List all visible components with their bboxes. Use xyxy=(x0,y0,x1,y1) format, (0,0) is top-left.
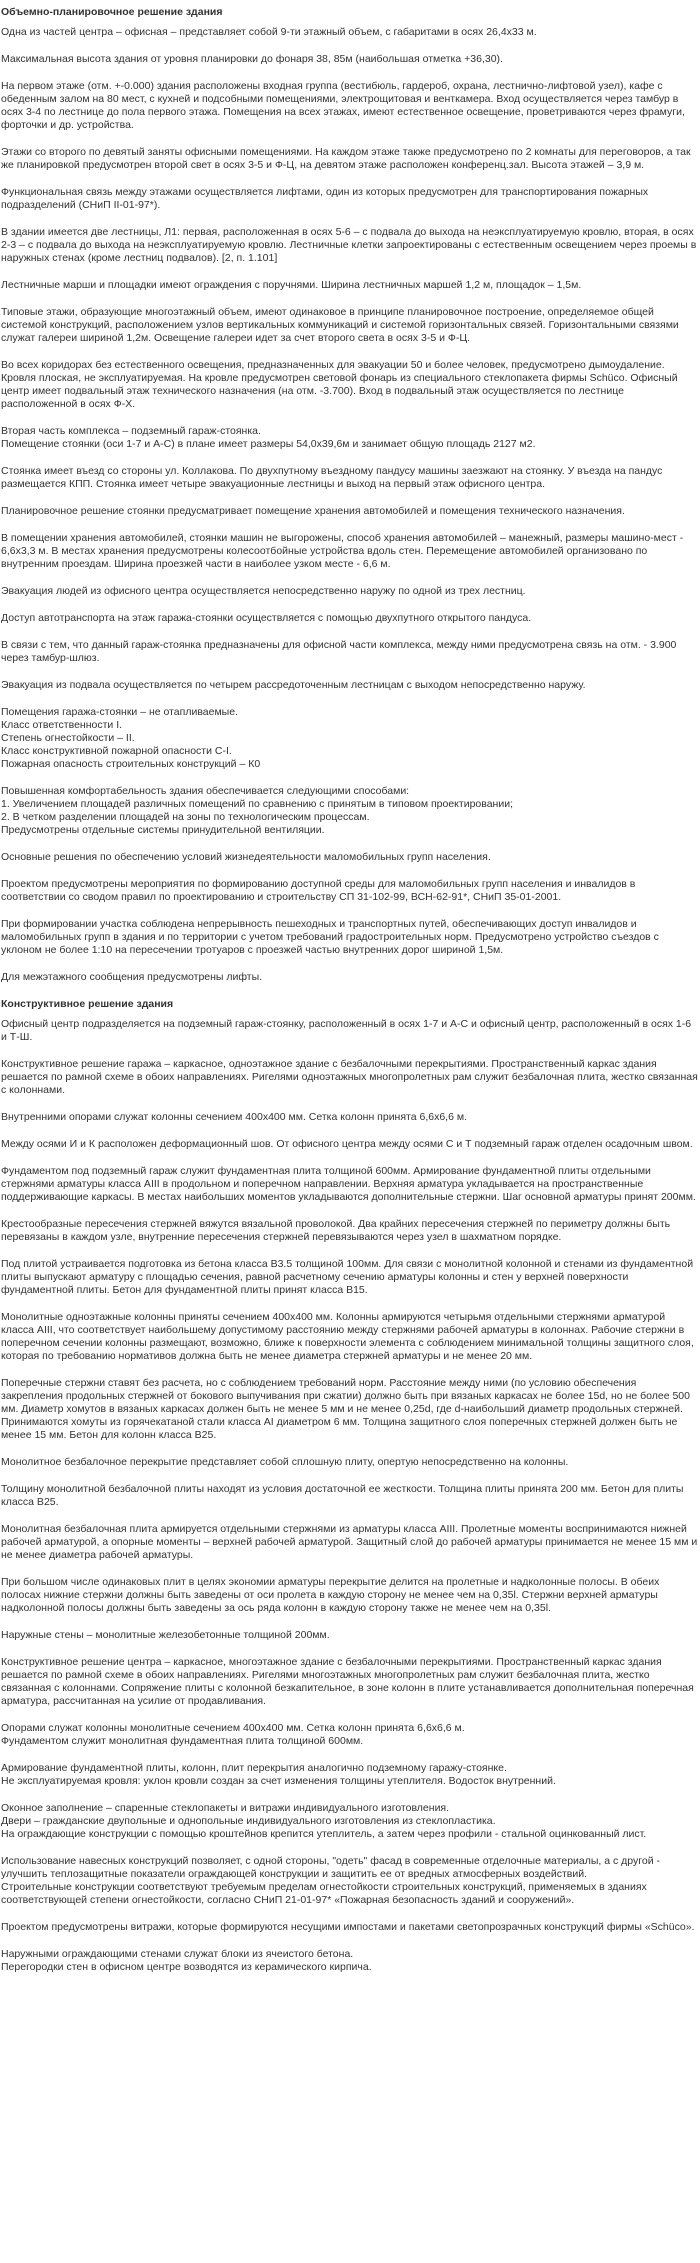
section-heading-planning: Объемно-планировочное решение здания xyxy=(1,6,223,18)
paragraph: Конструктивное решение центра – каркасное, многоэтажное здание с безбалочными перекрытиями. Пространственный каркас здания решается по рамной схеме в обоих направлениях. Ригелями многоэтажных многопролетных рам служит безбалочная плита, жестко связанная с колоннами. Сопряжение плиты с колонной безкапительное, в зоне колонн в плите устанавливается дополнительная поперечная арматура, рассчитанная на усилие от продавливания. xyxy=(1,1656,694,1707)
paragraph: Планировочное решение стоянки предусматривает помещение хранения автомобилей и помещения технического назначения. xyxy=(1,505,625,517)
paragraph: Под плитой устраивается подготовка из бетона класса В3.5 толщиной 100мм. Для связи с монолитной колонной и стенами из фундаментной плиты выпускают арматуру с площадью сечения, равной расчетному сечению арматуры колонны и стен у верхней поверхности фундаментной плиты. Бетон для фундаментной плиты принят класса В15. xyxy=(1,1258,694,1296)
paragraph: Монолитная безбалочная плита армируется отдельными стержнями из арматуры класса АIII. Пролетные моменты воспринимаются нижней рабочей арматурой, а опорные моменты – верхней рабочей арматурой. Защитный слой до рабочей арматуры принимается не менее 15 мм и не менее диаметра рабочей арматуры. xyxy=(1,1523,698,1561)
paragraph: Использование навесных конструкций позволяет, с одной стороны, "одеть" фасад в современные отделочные материалы, а с другой - улучшить теплозащитные показатели ограждающей конструкции и защитить ее от вредных атмосферных воздействий. Строительные конструкции соответствуют требуемым пределам огнестойкости строительных конструкций, применяемых в зданиях соответствующей степени огнестойкости, согласно СНиП 21-01-97* «Пожарная безопасность зданий и сооружений». xyxy=(1,1855,660,1906)
paragraph: Толщину монолитной безбалочной плиты находят из условия достаточной ее жесткости. Толщина плиты принята 200 мм. Бетон для плиты класса В25. xyxy=(1,1483,684,1508)
paragraph: Доступ автотранспорта на этаж гаража-стоянки осуществляется с помощью двухпутного открытого пандуса. xyxy=(1,612,532,624)
paragraph: Эвакуация из подвала осуществляется по четырем рассредоточенным лестницам с выходом непосредственно наружу. xyxy=(1,679,586,691)
paragraph: При большом числе одинаковых плит в целях экономии арматуры перекрытие делится на пролетные и надколонные полосы. В обеих полосах нижние стержни должны быть заведены от оси пролета в каждую сторону не менее чем на 0,35l. Стержни верхней арматуры надколонной полосы должны быть заведены за ось ряда колонн в каждую сторону также не менее чем на 0,35l. xyxy=(1,1576,660,1614)
paragraph: Максимальная высота здания от уровня планировки до фонаря 38, 85м (наибольшая отметка +36,30). xyxy=(1,53,503,65)
paragraph: Помещения гаража-стоянки – не отапливаемые. Класс ответственности I. Степень огнестойкости – II. Класс конструктивной пожарной опасности С-I. Пожарная опасность строительных конструкций – К0 xyxy=(1,706,261,770)
paragraph: На первом этаже (отм. +-0.000) здания расположены входная группа (вестибюль, гардероб, охрана, лестнично-лифтовой узел), кафе с обеденным залом на 80 мест, с кухней и подсобными помещениями, электрощитовая и венткамера. Вход осуществляется через тамбур в осях 3-4 по лестнице до пола первого этажа. Помещения на всех этажах, имеют естественное освещение, проветриваются через фрамуги, форточки и др. устройства. xyxy=(1,80,685,131)
paragraph: Во всех коридорах без естественного освещения, предназначенных для эвакуации 50 и более человек, предусмотрено дымоудаление. Кровля плоская, не эксплуатируемая. На кровле предусмотрен световой фонарь из специального стеклопакета фирмы Schüco. Офисный центр имеет подвальный этаж технического назначения (на отм. -3.700). Вход в подвальный этаж осуществляется по лестнице расположенной в осях Ф-Х. xyxy=(1,359,678,410)
paragraph: Крестообразные пересечения стержней вяжутся вязальной проволокой. Два крайних пересечения стержней по периметру должны быть перевязаны в каждом узле, внутренние пересечения стержней перевязываются через узел в шахматном порядке. xyxy=(1,1218,671,1243)
paragraph: Внутренними опорами служат колонны сечением 400х400 мм. Сетка колонн принята 6,6х6,6 м. xyxy=(1,1111,467,1123)
paragraph: Наружные стены – монолитные железобетонные толщиной 200мм. xyxy=(1,1629,330,1641)
paragraph: Функциональная связь между этажами осуществляется лифтами, один из которых предусмотрен для транспортирования пожарных подразделений (СНиП II-01-97*). xyxy=(1,186,649,211)
paragraph: Монолитные одноэтажные колонны приняты сечением 400х400 мм. Колонны армируются четырьмя отдельными стержнями арматурой класса АIII, что соответствует наибольшему допустимому расстоянию между стержнями рабочей арматуры в колоннах. Рабочие стержни в поперечном сечении колонны размещают, возможно, ближе к поверхности элемента с соблюдением минимальной толщины защитного слоя, которая по требованию нормативов должна быть не менее диаметра стержней арматуры и не менее 20 мм. xyxy=(1,1311,694,1362)
paragraph: Вторая часть комплекса – подземный гараж-стоянка. Помещение стоянки (оси 1-7 и А-С) в плане имеет размеры 54,0х39,6м и занимает общую площадь 2127 м2. xyxy=(1,425,536,450)
section-planning-body xyxy=(1,26,698,984)
paragraph: Повышенная комфортабельность здания обеспечивается следующими способами: 1. Увеличением площадей различных помещений по сравнению с принятым в типовом проектировании; 2. В четком разделении площадей на зоны по технологическим процессам. Предусмотрены отдельные системы принудительной вентиляции. xyxy=(1,785,513,836)
paragraph: Армирование фундаментной плиты, колонн, плит перекрытия аналогично подземному гаражу-стоянке. Не эксплуатируемая кровля: уклон кровли создан за счет изменения толщины утеплителя. Водосток внутренний. xyxy=(1,1762,556,1787)
paragraph: Этажи со второго по девятый заняты офисными помещениями. На каждом этаже также предусмотрено по 2 комнаты для переговоров, а так же планировкой предусмотрен второй свет в осях 3-5 и Ф-Ц, на девятом этаже расположен конференц.зал. Высота этажей – 3,9 м. xyxy=(1,146,691,171)
paragraph: Между осями И и К расположен деформационный шов. От офисного центра между осями С и Т подземный гараж отделен осадочным швом. xyxy=(1,1138,693,1150)
document xyxy=(0,6,700,1974)
paragraph: Монолитное безбалочное перекрытие представляет собой сплошную плиту, опертую непосредственно на колонны. xyxy=(1,1456,569,1468)
paragraph: Для межэтажного сообщения предусмотрены лифты. xyxy=(1,971,263,983)
paragraph: Эвакуация людей из офисного центра осуществляется непосредственно наружу по одной из трех лестниц. xyxy=(1,585,526,597)
paragraph: При формировании участка соблюдена непрерывность пешеходных и транспортных путей, обеспечивающих доступ инвалидов и маломобильных групп в здания и по территории с учетом требований градостроительных норм. Предусмотрено устройство съездов с уклоном не более 1:10 на пересечении тротуаров с проезжей частью внутренних дорог шириной 1,5м. xyxy=(1,918,659,956)
section-heading-structural: Конструктивное решение здания xyxy=(1,998,174,1010)
paragraph: Проектом предусмотрены мероприятия по формированию доступной среды для маломобильных групп населения и инвалидов в соответствии со сводом правил по проектированию и строительству СП 31-102-99, ВСН-62-91*, СНиП 35-01-2001. xyxy=(1,878,636,903)
paragraph: Основные решения по обеспечению условий жизнедеятельности маломобильных групп населения. xyxy=(1,851,491,863)
paragraph: Опорами служат колонны монолитные сечением 400х400 мм. Сетка колонн принята 6,6х6,6 м. Фундаментом служит монолитная фундаментная плита толщиной 600мм. xyxy=(1,1722,465,1747)
paragraph: Стоянка имеет въезд со стороны ул. Коллакова. По двухпутному въездному пандусу машины заезжают на стоянку. У въезда на пандус размещается КПП. Стоянка имеет четыре эвакуационные лестницы и выход на первый этаж офисного центра. xyxy=(1,465,663,490)
paragraph: Одна из частей центра – офисная – представляет собой 9-ти этажный объем, с габаритами в осях 26,4х33 м. xyxy=(1,26,537,38)
paragraph: Наружными ограждающими стенами служат блоки из ячеистого бетона. Перегородки стен в офисном центре возводятся из керамического кирпича. xyxy=(1,1948,372,1973)
paragraph: Офисный центр подразделяется на подземный гараж-стоянку, расположенный в осях 1-7 и А-С и офисный центр, расположенный в осях 1-6 и Т-Ш. xyxy=(1,1018,692,1043)
paragraph: В связи с тем, что данный гараж-стоянка предназначены для офисной части комплекса, между ними предусмотрена связь на отм. - 3.900 через тамбур-шлюз. xyxy=(1,639,677,664)
paragraph: Конструктивное решение гаража – каркасное, одноэтажное здание с безбалочными перекрытиями. Пространственный каркас здания решается по рамной схеме в обоих направлениях. Ригелями одноэтажных многопролетных рам служит безбалочная плита, жестко связанная с колоннами. xyxy=(1,1058,698,1096)
paragraph: В помещении хранения автомобилей, стоянки машин не выгорожены, способ хранения автомобилей – манежный, размеры машино-мест - 6,6х3,3 м. В местах хранения предусмотрены колесоотбойные устройства вдоль стен. Перемещение автомобилей организовано по внутренним проездам. Ширина проезжей части в наиболее узком месте - 6,6 м. xyxy=(1,532,684,570)
paragraph: Фундаментом под подземный гараж служит фундаментная плита толщиной 600мм. Армирование фундаментной плиты отдельными стержнями арматуры класса АIII в продольном и поперечном направлении. Верхняя арматура укладывается на пространственные поддерживающие каркасы. В местах наибольших моментов укладываются дополнительные стержни. Шаг основной арматуры принят 200мм. xyxy=(1,1165,696,1203)
paragraph: Типовые этажи, образующие многоэтажный объем, имеют одинаковое в принципе планировочное построение, определяемое общей системой конструкций, расположением узлов вертикальных коммуникаций и системой горизонтальных связей. Горизонтальными связями служат галереи шириной 1,2м. Освещение галереи идет за счет второго света в осях 3-5 и Ф-Ц. xyxy=(1,306,679,344)
paragraph: Поперечные стержни ставят без расчета, но с соблюдением требований норм. Расстояние между ними (по условию обеспечения закрепления продольных стержней от бокового выпучивания при сжатии) должно быть при вязаных каркасах не более 15d, но не более 500 мм. Диаметр хомутов в вязаных каркасах должен быть не менее 5 мм и не менее 0,25d, где d-наибольший диаметр продольных стержней. Принимаются хомуты из горячекатаной стали класса АI диаметром 6 мм. Толщина защитного слоя поперечных стержней должен быть не менее 15 мм. Бетон для колонн класса В25. xyxy=(1,1377,690,1441)
paragraph: Оконное заполнение – спаренные стеклопакеты и витражи индивидуального изготовления. Двери – гражданские двупольные и однопольные индивидуального изготовления из стеклопластика. На ограждающие конструкции с помощью кроштейнов крепится утеплитель, а затем через профили - стальной оцинкованный лист. xyxy=(1,1802,647,1840)
section-structural-body xyxy=(1,1018,698,1974)
paragraph: Проектом предусмотрены витражи, которые формируются несущими импостами и пакетами светопрозрачных конструкций фирмы «Schüco». xyxy=(1,1921,695,1933)
paragraph: Лестничные марши и площадки имеют ограждения с поручнями. Ширина лестничных маршей 1,2 м, площадок – 1,5м. xyxy=(1,279,582,291)
paragraph: В здании имеется две лестницы, Л1: первая, расположенная в осях 5-6 – с подвала до выхода на неэксплуатируемую кровлю, вторая, в осях 2-3 – с подвала до выхода на неэксплуатируемую кровлю. Лестничные клетки запроектированы с естественным освещением через проемы в наружных стенах (кроме лестниц подвалов). [2, п. 1.101] xyxy=(1,226,697,264)
